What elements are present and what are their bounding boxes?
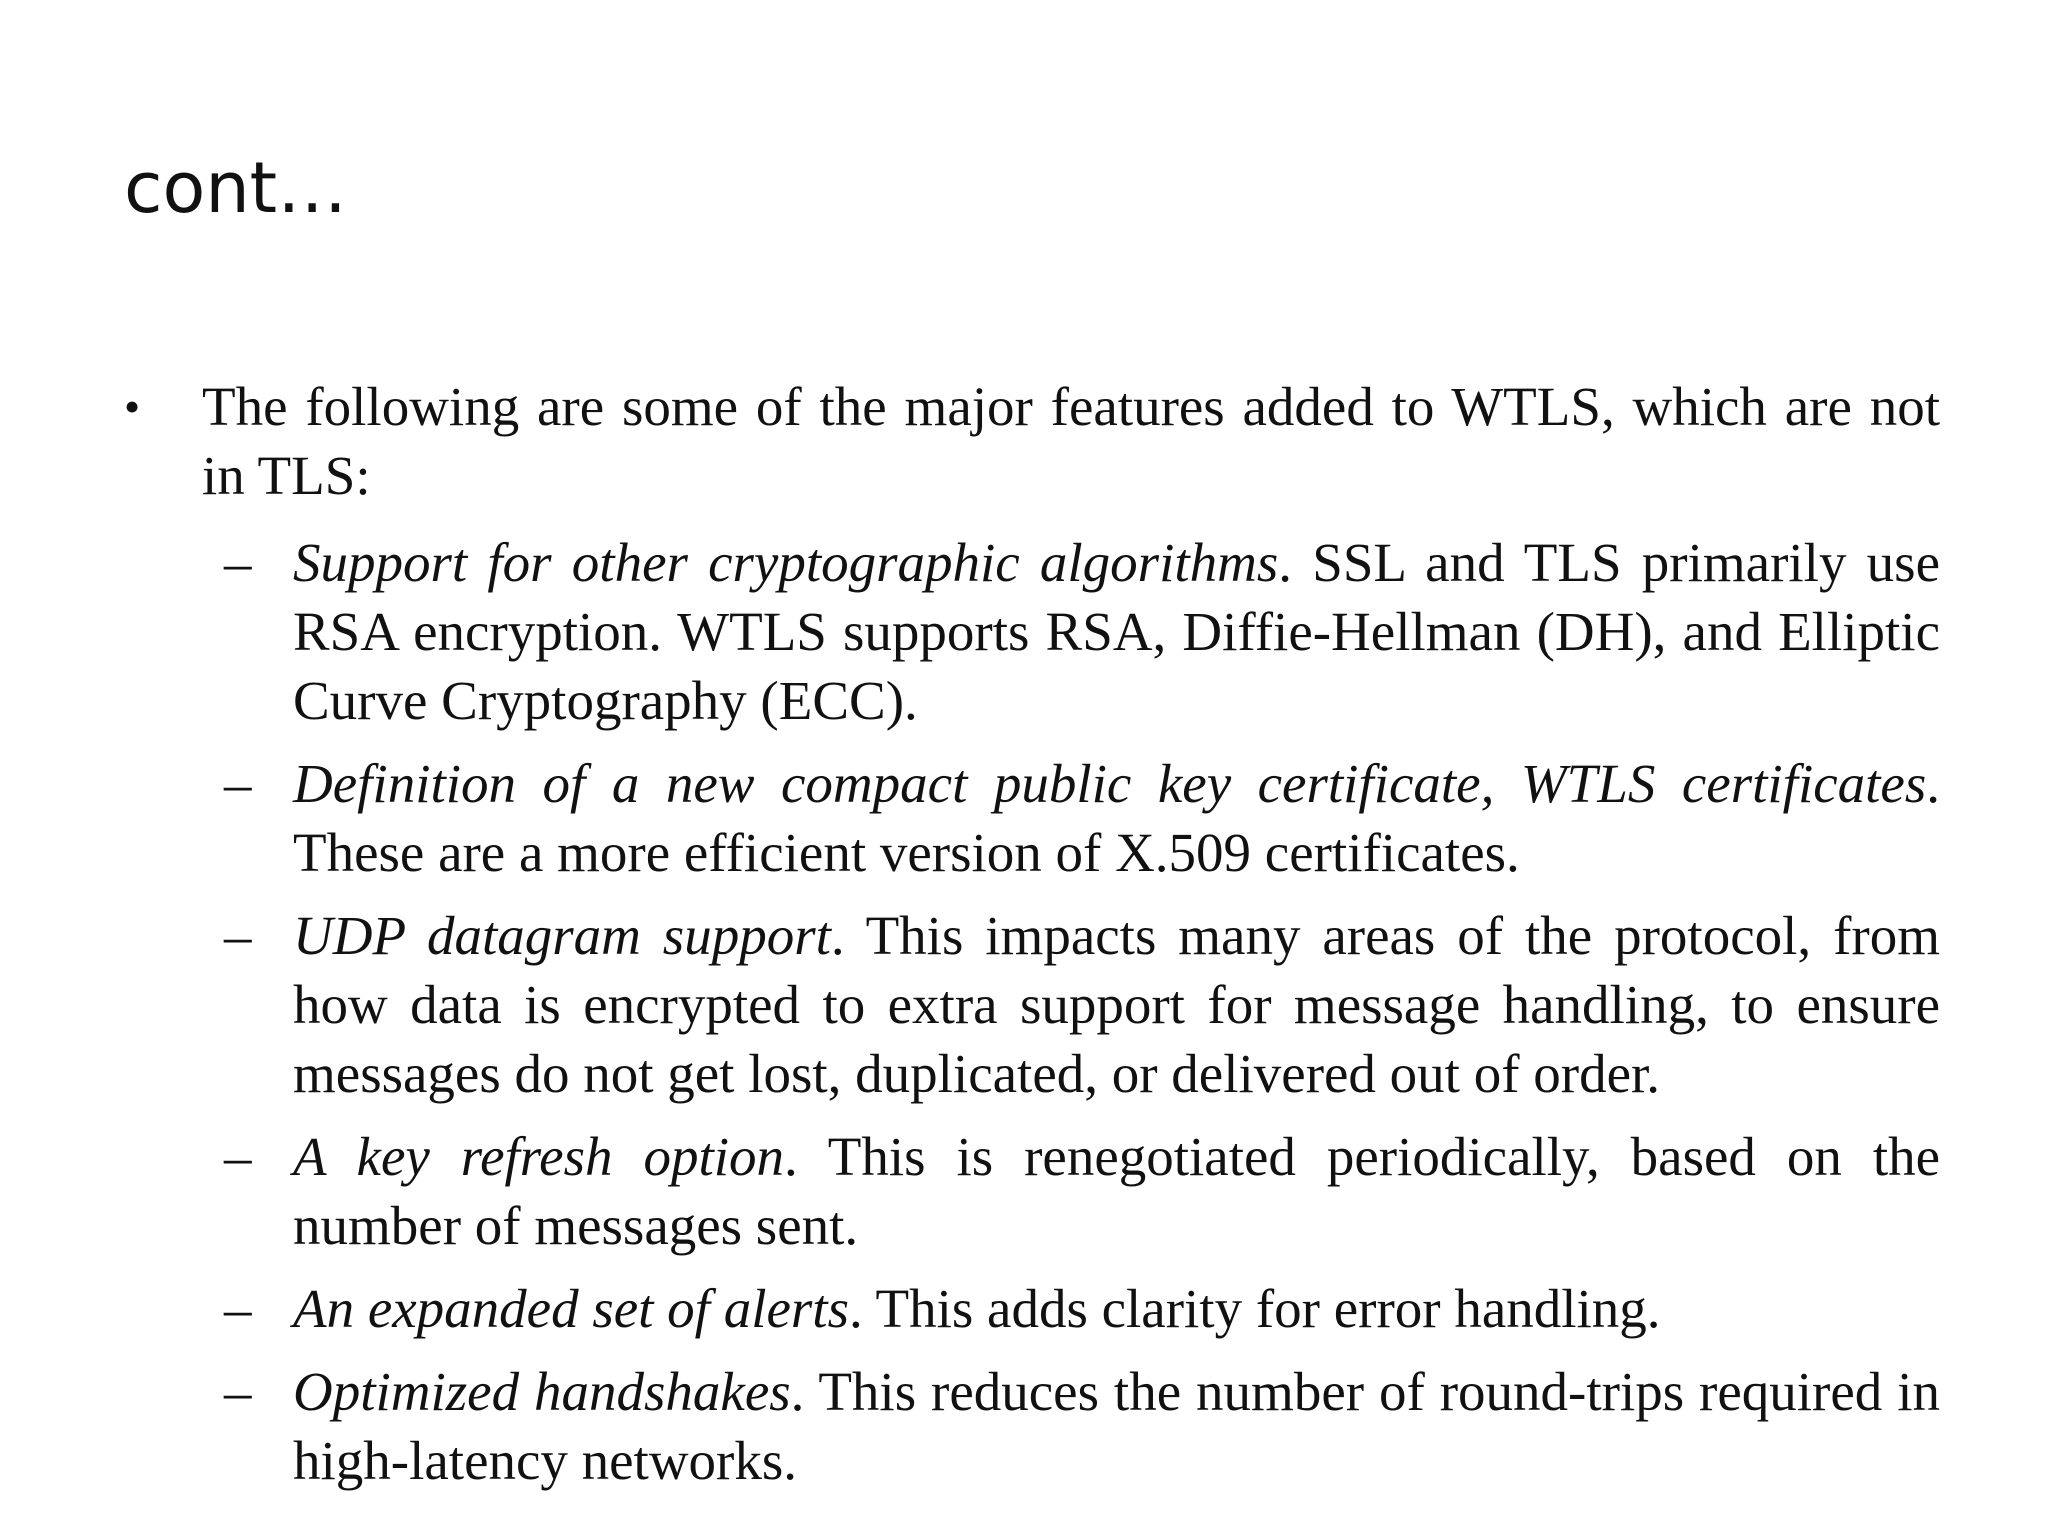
feature-item-handshakes [118, 1357, 1940, 1495]
feature-item-algorithms [118, 528, 1940, 735]
bullet-marker: • [124, 381, 141, 432]
feature-description: . This is renegotiated periodically, based on the number of messages sent. [293, 1126, 1941, 1256]
feature-list [118, 528, 1940, 1495]
dash-marker: – [224, 532, 252, 593]
feature-description: . These are a more efficient version of X.509 certificates. [293, 753, 1940, 883]
dash-marker: – [224, 1126, 252, 1187]
feature-name: Support for other cryptographic algorithms [293, 532, 1279, 593]
feature-name: An expanded set of alerts [293, 1278, 849, 1339]
feature-description: . This reduces the number of round-trips required in high-latency networks. [293, 1361, 1940, 1491]
slide-title: cont… [124, 147, 348, 229]
feature-name: A key refresh option [293, 1126, 785, 1187]
feature-name: Optimized handshakes [293, 1361, 791, 1422]
feature-name: Definition of a new compact public key certificate, WTLS certificates [293, 753, 1927, 814]
feature-description: . This adds clarity for error handling. [849, 1278, 1661, 1339]
feature-description: . SSL and TLS primarily use RSA encryption. WTLS supports RSA, Diffie-Hellman (DH), and Elliptic Curve Cryptography (ECC). [293, 532, 1940, 731]
main-bullet [118, 372, 1940, 510]
feature-name: UDP datagram support [293, 905, 831, 966]
feature-item-key-refresh [118, 1122, 1940, 1260]
feature-item-alerts [118, 1274, 1940, 1343]
main-bullet-text: The following are some of the major features added to WTLS, which are not in TLS: [202, 376, 1940, 506]
dash-marker: – [224, 1361, 252, 1422]
feature-item-udp [118, 901, 1940, 1108]
feature-item-certificates [118, 749, 1940, 887]
feature-description: . This impacts many areas of the protocol, from how data is encrypted to extra support for message handling, to ensure messages do not get lost, duplicated, or delivered out of order. [293, 905, 1940, 1104]
dash-marker: – [224, 753, 252, 814]
dash-marker: – [224, 905, 252, 966]
dash-marker: – [224, 1278, 252, 1339]
slide-content [118, 372, 1940, 1509]
